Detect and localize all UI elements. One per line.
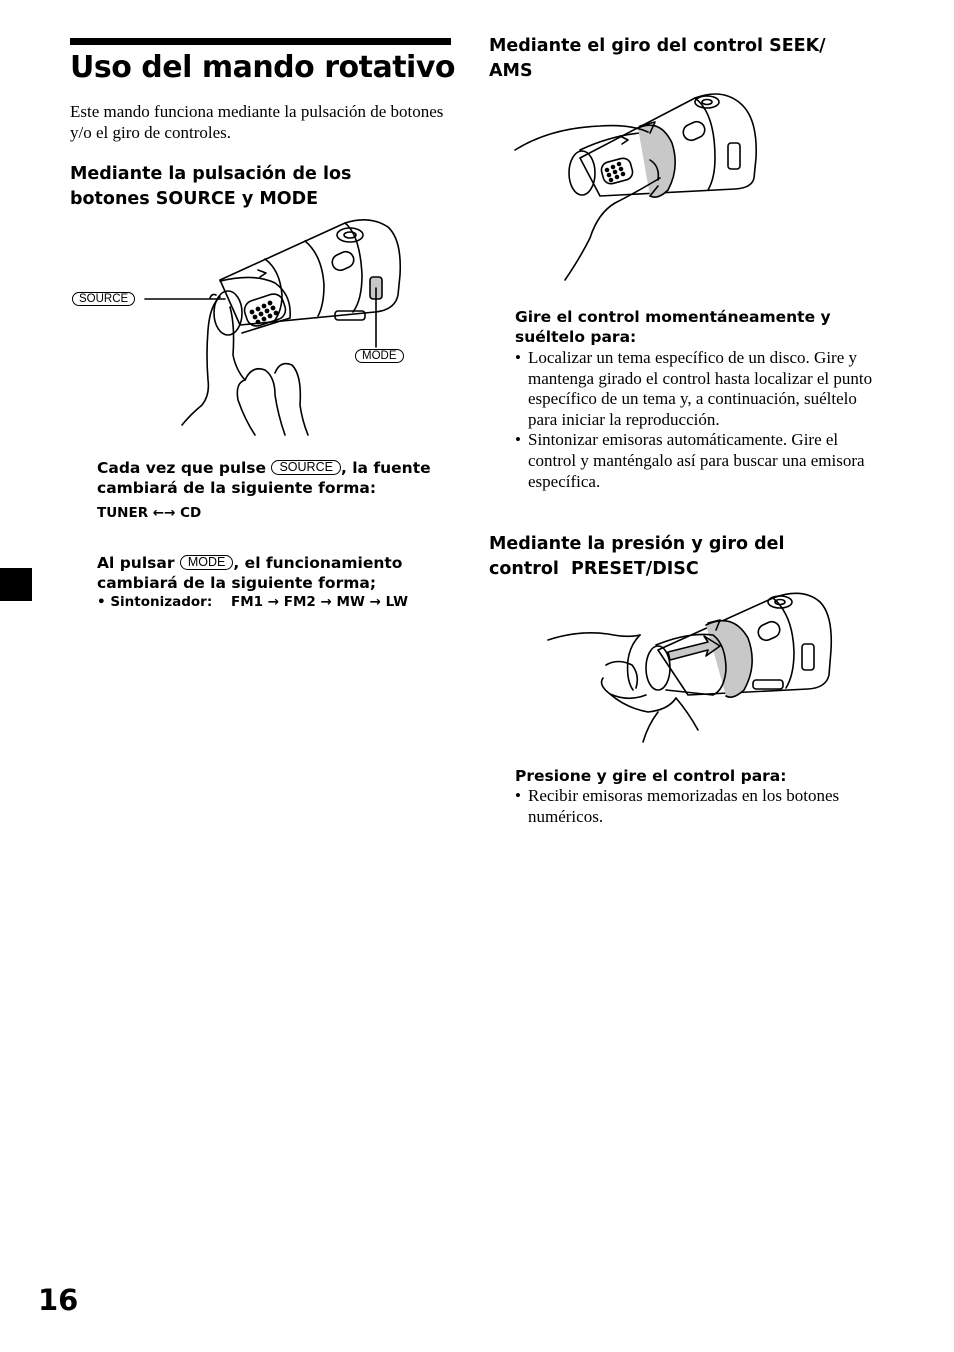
mode-instruction	[97, 553, 457, 593]
source-instruction-line1	[97, 458, 457, 478]
seek-bullet-list	[515, 348, 875, 492]
seek-instruction-line2: suéltelo para:	[515, 328, 637, 346]
seek-instruction-line1: Gire el control momentáneamente y	[515, 308, 831, 326]
source-callout	[72, 291, 135, 309]
preset-bullet-item: • Recibir emisoras memorizadas en los botones numéricos.	[515, 786, 875, 827]
source-callout-label: SOURCE	[72, 292, 135, 306]
source-mode-heading-line2: botones SOURCE y MODE	[70, 189, 319, 209]
mode-callout	[355, 348, 404, 366]
source-instruction-prefix: Cada vez que pulse	[97, 459, 267, 477]
source-mode-heading-line1: Mediante la pulsación de los	[70, 164, 352, 184]
seek-bullet-item: • Localizar un tema específico de un disco. Gire y mantenga girado el control hasta localizar el punto específico de un tema y, a continuación, suéltelo para iniciar la reproducción.	[515, 348, 875, 430]
preset-disc-heading	[489, 532, 889, 582]
page-title: Uso del mando rotativo	[70, 50, 455, 85]
seek-ams-heading	[489, 34, 889, 84]
source-instruction	[97, 458, 457, 498]
rotary-commander-press-illustration	[70, 215, 410, 440]
intro-paragraph: Este mando funciona mediante la pulsación de botones y/o el giro de controles.	[70, 102, 444, 142]
seek-ams-heading-line2: AMS	[489, 61, 533, 81]
mode-instruction-suffix: , el funcionamiento	[233, 554, 403, 572]
preset-bullet-list	[515, 786, 875, 827]
title-rule	[70, 38, 451, 45]
page-number: 16	[38, 1283, 79, 1317]
seek-instruction	[515, 307, 895, 347]
seek-ams-heading-line1: Mediante el giro del control SEEK/	[489, 36, 826, 56]
source-instruction-line2: cambiará de la siguiente forma:	[97, 479, 377, 497]
preset-disc-press-rotate-illustration	[548, 590, 838, 745]
mode-key-label: MODE	[180, 555, 234, 570]
mode-sequence: • Sintonizador: FM1 → FM2 → MW → LW	[97, 594, 409, 610]
preset-disc-heading-line2: control PRESET/DISC	[489, 559, 699, 579]
source-instruction-suffix: , la fuente	[340, 459, 431, 477]
preset-instruction: Presione y gire el control para:	[515, 767, 787, 785]
mode-callout-label: MODE	[355, 349, 404, 363]
seek-bullet-item: • Sintonizar emisoras automáticamente. Gire el control y manténgalo así para buscar una emisora específica.	[515, 430, 875, 492]
mode-instruction-prefix: Al pulsar	[97, 554, 175, 572]
source-mode-heading	[70, 162, 450, 212]
preset-disc-heading-line1: Mediante la presión y giro del	[489, 534, 785, 554]
source-sequence: TUNER ←→ CD	[97, 505, 202, 521]
mode-instruction-line2: cambiará de la siguiente forma;	[97, 574, 377, 592]
mode-instruction-line1	[97, 553, 457, 573]
seek-ams-rotate-illustration	[510, 88, 760, 283]
source-key-label: SOURCE	[271, 460, 340, 475]
section-tab-marker	[0, 568, 32, 601]
